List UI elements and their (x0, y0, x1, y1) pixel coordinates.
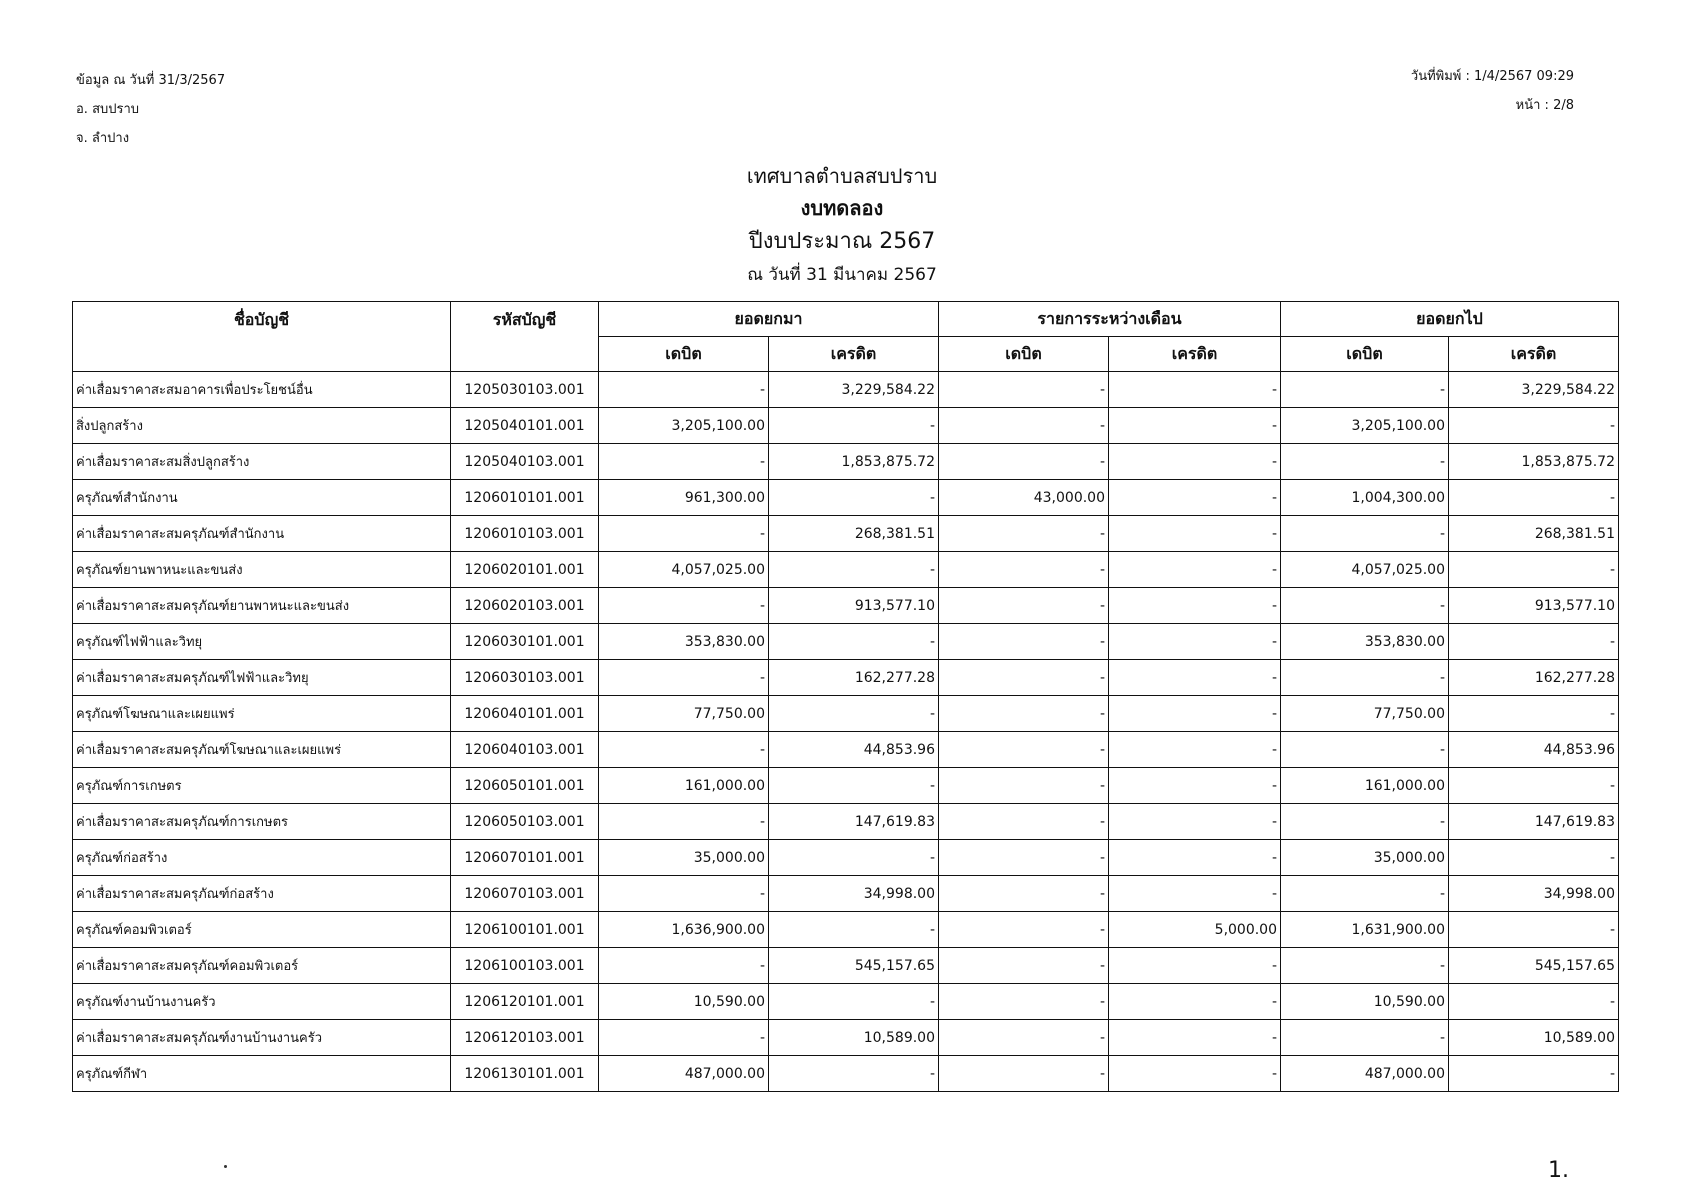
account-code-cell: 1206020103.001 (451, 588, 599, 624)
col-account-code: รหัสบัญชี (451, 302, 599, 372)
bf-debit-cell: - (599, 588, 769, 624)
bf-credit-cell: 1,853,875.72 (769, 444, 939, 480)
account-code-cell: 1206010103.001 (451, 516, 599, 552)
cf-debit-cell: - (1281, 876, 1449, 912)
table-row (73, 768, 1619, 804)
account-name-cell: ค่าเสื่อมราคาสะสมสิ่งปลูกสร้าง (73, 444, 451, 480)
print-date: วันที่พิมพ์ : 1/4/2567 09:29 (1410, 69, 1574, 84)
table-body (73, 372, 1619, 1092)
page-number: หน้า : 2/8 (1515, 98, 1574, 113)
account-name-cell: ค่าเสื่อมราคาสะสมครุภัณฑ์การเกษตร (73, 804, 451, 840)
account-code-cell: 1206030103.001 (451, 660, 599, 696)
table-row (73, 948, 1619, 984)
col-month-credit: เครดิต (1109, 337, 1281, 372)
bf-debit-cell: - (599, 876, 769, 912)
cf-credit-cell: - (1449, 408, 1619, 444)
account-code-cell: 1206100101.001 (451, 912, 599, 948)
month-credit-cell: - (1109, 408, 1281, 444)
table-row (73, 660, 1619, 696)
month-credit-cell: - (1109, 840, 1281, 876)
bf-credit-cell: - (769, 912, 939, 948)
bf-credit-cell: - (769, 624, 939, 660)
as-of-date: ณ วันที่ 31 มีนาคม 2567 (747, 265, 937, 285)
col-group-carried-forward: ยอดยกไป (1281, 302, 1619, 337)
month-credit-cell: - (1109, 444, 1281, 480)
account-name-cell: ครุภัณฑ์การเกษตร (73, 768, 451, 804)
cf-credit-cell: - (1449, 1056, 1619, 1092)
bf-credit-cell: - (769, 552, 939, 588)
account-name-cell: ครุภัณฑ์โฆษณาและเผยแพร่ (73, 696, 451, 732)
month-credit-cell: - (1109, 948, 1281, 984)
account-code-cell: 1206040103.001 (451, 732, 599, 768)
col-group-during-month: รายการระหว่างเดือน (939, 302, 1281, 337)
table-row (73, 696, 1619, 732)
month-debit-cell: - (939, 876, 1109, 912)
month-debit-cell: - (939, 372, 1109, 408)
month-debit-cell: - (939, 588, 1109, 624)
cf-credit-cell: - (1449, 696, 1619, 732)
cf-credit-cell: - (1449, 480, 1619, 516)
table-row (73, 1056, 1619, 1092)
cf-credit-cell: 147,619.83 (1449, 804, 1619, 840)
cf-debit-cell: 487,000.00 (1281, 1056, 1449, 1092)
cf-credit-cell: 545,157.65 (1449, 948, 1619, 984)
table-row (73, 804, 1619, 840)
col-account-name: ชื่อบัญชี (73, 302, 451, 372)
bf-debit-cell: 35,000.00 (599, 840, 769, 876)
account-code-cell: 1206120103.001 (451, 1020, 599, 1056)
bf-debit-cell: - (599, 444, 769, 480)
account-name-cell: ครุภัณฑ์สำนักงาน (73, 480, 451, 516)
month-credit-cell: - (1109, 1056, 1281, 1092)
bf-credit-cell: 147,619.83 (769, 804, 939, 840)
cf-credit-cell: - (1449, 840, 1619, 876)
cf-debit-cell: - (1281, 804, 1449, 840)
month-debit-cell: - (939, 948, 1109, 984)
month-debit-cell: - (939, 624, 1109, 660)
col-cf-credit: เครดิต (1449, 337, 1619, 372)
fiscal-year: ปีงบประมาณ 2567 (748, 229, 936, 254)
account-name-cell: ค่าเสื่อมราคาสะสมครุภัณฑ์โฆษณาและเผยแพร่ (73, 732, 451, 768)
month-debit-cell: - (939, 408, 1109, 444)
account-code-cell: 1206070101.001 (451, 840, 599, 876)
month-credit-cell: - (1109, 804, 1281, 840)
scan-speck (224, 1165, 227, 1168)
account-code-cell: 1206120101.001 (451, 984, 599, 1020)
account-code-cell: 1205040103.001 (451, 444, 599, 480)
month-credit-cell: - (1109, 624, 1281, 660)
account-name-cell: สิ่งปลูกสร้าง (73, 408, 451, 444)
header-row-groups (73, 302, 1619, 337)
cf-credit-cell: 268,381.51 (1449, 516, 1619, 552)
month-credit-cell: - (1109, 768, 1281, 804)
handwritten-page-mark: 1. (1548, 1158, 1569, 1183)
month-credit-cell: - (1109, 372, 1281, 408)
account-name-cell: ครุภัณฑ์งานบ้านงานครัว (73, 984, 451, 1020)
cf-debit-cell: - (1281, 516, 1449, 552)
cf-credit-cell: 3,229,584.22 (1449, 372, 1619, 408)
table-row (73, 444, 1619, 480)
account-code-cell: 1205040101.001 (451, 408, 599, 444)
bf-credit-cell: - (769, 840, 939, 876)
trial-balance-table (72, 301, 1619, 1092)
month-credit-cell: - (1109, 660, 1281, 696)
bf-credit-cell: 3,229,584.22 (769, 372, 939, 408)
bf-credit-cell: - (769, 984, 939, 1020)
table-row (73, 732, 1619, 768)
account-name-cell: ค่าเสื่อมราคาสะสมครุภัณฑ์ก่อสร้าง (73, 876, 451, 912)
bf-debit-cell: 4,057,025.00 (599, 552, 769, 588)
account-code-cell: 1206020101.001 (451, 552, 599, 588)
bf-credit-cell: 34,998.00 (769, 876, 939, 912)
bf-debit-cell: 161,000.00 (599, 768, 769, 804)
month-credit-cell: - (1109, 516, 1281, 552)
month-debit-cell: 43,000.00 (939, 480, 1109, 516)
report-title: งบทดลอง (800, 196, 884, 220)
col-bf-credit: เครดิต (769, 337, 939, 372)
bf-credit-cell: - (769, 480, 939, 516)
bf-credit-cell: - (769, 1056, 939, 1092)
province: จ. ลำปาง (76, 131, 130, 146)
data-date: ข้อมูล ณ วันที่ 31/3/2567 (76, 73, 226, 88)
account-name-cell: ครุภัณฑ์คอมพิวเตอร์ (73, 912, 451, 948)
cf-debit-cell: 3,205,100.00 (1281, 408, 1449, 444)
bf-credit-cell: 162,277.28 (769, 660, 939, 696)
month-credit-cell: - (1109, 588, 1281, 624)
bf-credit-cell: - (769, 408, 939, 444)
month-debit-cell: - (939, 444, 1109, 480)
col-bf-debit: เดบิต (599, 337, 769, 372)
table-row (73, 624, 1619, 660)
month-credit-cell: - (1109, 984, 1281, 1020)
cf-credit-cell: 34,998.00 (1449, 876, 1619, 912)
cf-credit-cell: - (1449, 624, 1619, 660)
bf-debit-cell: - (599, 804, 769, 840)
cf-debit-cell: - (1281, 732, 1449, 768)
cf-credit-cell: - (1449, 552, 1619, 588)
cf-debit-cell: - (1281, 444, 1449, 480)
table-row (73, 480, 1619, 516)
account-code-cell: 1206050101.001 (451, 768, 599, 804)
cf-debit-cell: - (1281, 660, 1449, 696)
bf-debit-cell: 487,000.00 (599, 1056, 769, 1092)
cf-debit-cell: 35,000.00 (1281, 840, 1449, 876)
bf-credit-cell: 44,853.96 (769, 732, 939, 768)
cf-debit-cell: 1,004,300.00 (1281, 480, 1449, 516)
month-debit-cell: - (939, 552, 1109, 588)
account-name-cell: ค่าเสื่อมราคาสะสมครุภัณฑ์ยานพาหนะและขนส่ง (73, 588, 451, 624)
cf-credit-cell: - (1449, 768, 1619, 804)
month-debit-cell: - (939, 660, 1109, 696)
account-code-cell: 1206130101.001 (451, 1056, 599, 1092)
cf-credit-cell: - (1449, 984, 1619, 1020)
month-debit-cell: - (939, 1056, 1109, 1092)
month-debit-cell: - (939, 912, 1109, 948)
col-cf-debit: เดบิต (1281, 337, 1449, 372)
account-code-cell: 1205030103.001 (451, 372, 599, 408)
account-code-cell: 1206100103.001 (451, 948, 599, 984)
bf-credit-cell: 913,577.10 (769, 588, 939, 624)
table-row (73, 1020, 1619, 1056)
bf-debit-cell: 3,205,100.00 (599, 408, 769, 444)
account-name-cell: ครุภัณฑ์ยานพาหนะและขนส่ง (73, 552, 451, 588)
month-debit-cell: - (939, 696, 1109, 732)
account-name-cell: ค่าเสื่อมราคาสะสมอาคารเพื่อประโยชน์อื่น (73, 372, 451, 408)
bf-credit-cell: 268,381.51 (769, 516, 939, 552)
month-credit-cell: - (1109, 1020, 1281, 1056)
cf-debit-cell: 161,000.00 (1281, 768, 1449, 804)
bf-credit-cell: 10,589.00 (769, 1020, 939, 1056)
month-debit-cell: - (939, 984, 1109, 1020)
bf-credit-cell: - (769, 768, 939, 804)
month-debit-cell: - (939, 516, 1109, 552)
col-group-brought-forward: ยอดยกมา (599, 302, 939, 337)
report-meta-right (1411, 62, 1574, 120)
cf-debit-cell: - (1281, 948, 1449, 984)
month-credit-cell: - (1109, 480, 1281, 516)
month-debit-cell: - (939, 840, 1109, 876)
month-debit-cell: - (939, 768, 1109, 804)
cf-credit-cell: 44,853.96 (1449, 732, 1619, 768)
month-debit-cell: - (939, 804, 1109, 840)
account-code-cell: 1206040101.001 (451, 696, 599, 732)
month-credit-cell: 5,000.00 (1109, 912, 1281, 948)
report-title-block (0, 160, 1684, 290)
account-name-cell: ค่าเสื่อมราคาสะสมครุภัณฑ์สำนักงาน (73, 516, 451, 552)
bf-debit-cell: - (599, 660, 769, 696)
month-debit-cell: - (939, 1020, 1109, 1056)
cf-debit-cell: - (1281, 588, 1449, 624)
bf-debit-cell: 961,300.00 (599, 480, 769, 516)
account-code-cell: 1206050103.001 (451, 804, 599, 840)
table-row (73, 840, 1619, 876)
table-row (73, 984, 1619, 1020)
cf-debit-cell: 10,590.00 (1281, 984, 1449, 1020)
bf-debit-cell: - (599, 372, 769, 408)
bf-debit-cell: - (599, 516, 769, 552)
account-name-cell: ค่าเสื่อมราคาสะสมครุภัณฑ์งานบ้านงานครัว (73, 1020, 451, 1056)
cf-debit-cell: 77,750.00 (1281, 696, 1449, 732)
bf-debit-cell: - (599, 948, 769, 984)
col-month-debit: เดบิต (939, 337, 1109, 372)
bf-debit-cell: 353,830.00 (599, 624, 769, 660)
cf-credit-cell: 913,577.10 (1449, 588, 1619, 624)
cf-debit-cell: 1,631,900.00 (1281, 912, 1449, 948)
bf-credit-cell: 545,157.65 (769, 948, 939, 984)
month-credit-cell: - (1109, 876, 1281, 912)
account-name-cell: ค่าเสื่อมราคาสะสมครุภัณฑ์คอมพิวเตอร์ (73, 948, 451, 984)
cf-credit-cell: 1,853,875.72 (1449, 444, 1619, 480)
cf-debit-cell: 4,057,025.00 (1281, 552, 1449, 588)
table-row (73, 408, 1619, 444)
report-meta-left (76, 66, 225, 153)
account-name-cell: ครุภัณฑ์กีฬา (73, 1056, 451, 1092)
account-name-cell: ครุภัณฑ์ก่อสร้าง (73, 840, 451, 876)
cf-debit-cell: - (1281, 1020, 1449, 1056)
cf-debit-cell: 353,830.00 (1281, 624, 1449, 660)
cf-debit-cell: - (1281, 372, 1449, 408)
organization-name: เทศบาลตำบลสบปราบ (746, 164, 938, 188)
month-credit-cell: - (1109, 696, 1281, 732)
table-row (73, 876, 1619, 912)
table-row (73, 372, 1619, 408)
month-debit-cell: - (939, 732, 1109, 768)
account-code-cell: 1206010101.001 (451, 480, 599, 516)
account-name-cell: ค่าเสื่อมราคาสะสมครุภัณฑ์ไฟฟ้าและวิทยุ (73, 660, 451, 696)
bf-debit-cell: 77,750.00 (599, 696, 769, 732)
account-code-cell: 1206070103.001 (451, 876, 599, 912)
month-credit-cell: - (1109, 552, 1281, 588)
table-row (73, 588, 1619, 624)
bf-debit-cell: - (599, 1020, 769, 1056)
table-row (73, 552, 1619, 588)
account-name-cell: ครุภัณฑ์ไฟฟ้าและวิทยุ (73, 624, 451, 660)
bf-debit-cell: 10,590.00 (599, 984, 769, 1020)
bf-debit-cell: - (599, 732, 769, 768)
cf-credit-cell: 10,589.00 (1449, 1020, 1619, 1056)
account-code-cell: 1206030101.001 (451, 624, 599, 660)
district: อ. สบปราบ (76, 102, 140, 117)
bf-credit-cell: - (769, 696, 939, 732)
cf-credit-cell: 162,277.28 (1449, 660, 1619, 696)
bf-debit-cell: 1,636,900.00 (599, 912, 769, 948)
cf-credit-cell: - (1449, 912, 1619, 948)
table-row (73, 516, 1619, 552)
table-row (73, 912, 1619, 948)
month-credit-cell: - (1109, 732, 1281, 768)
